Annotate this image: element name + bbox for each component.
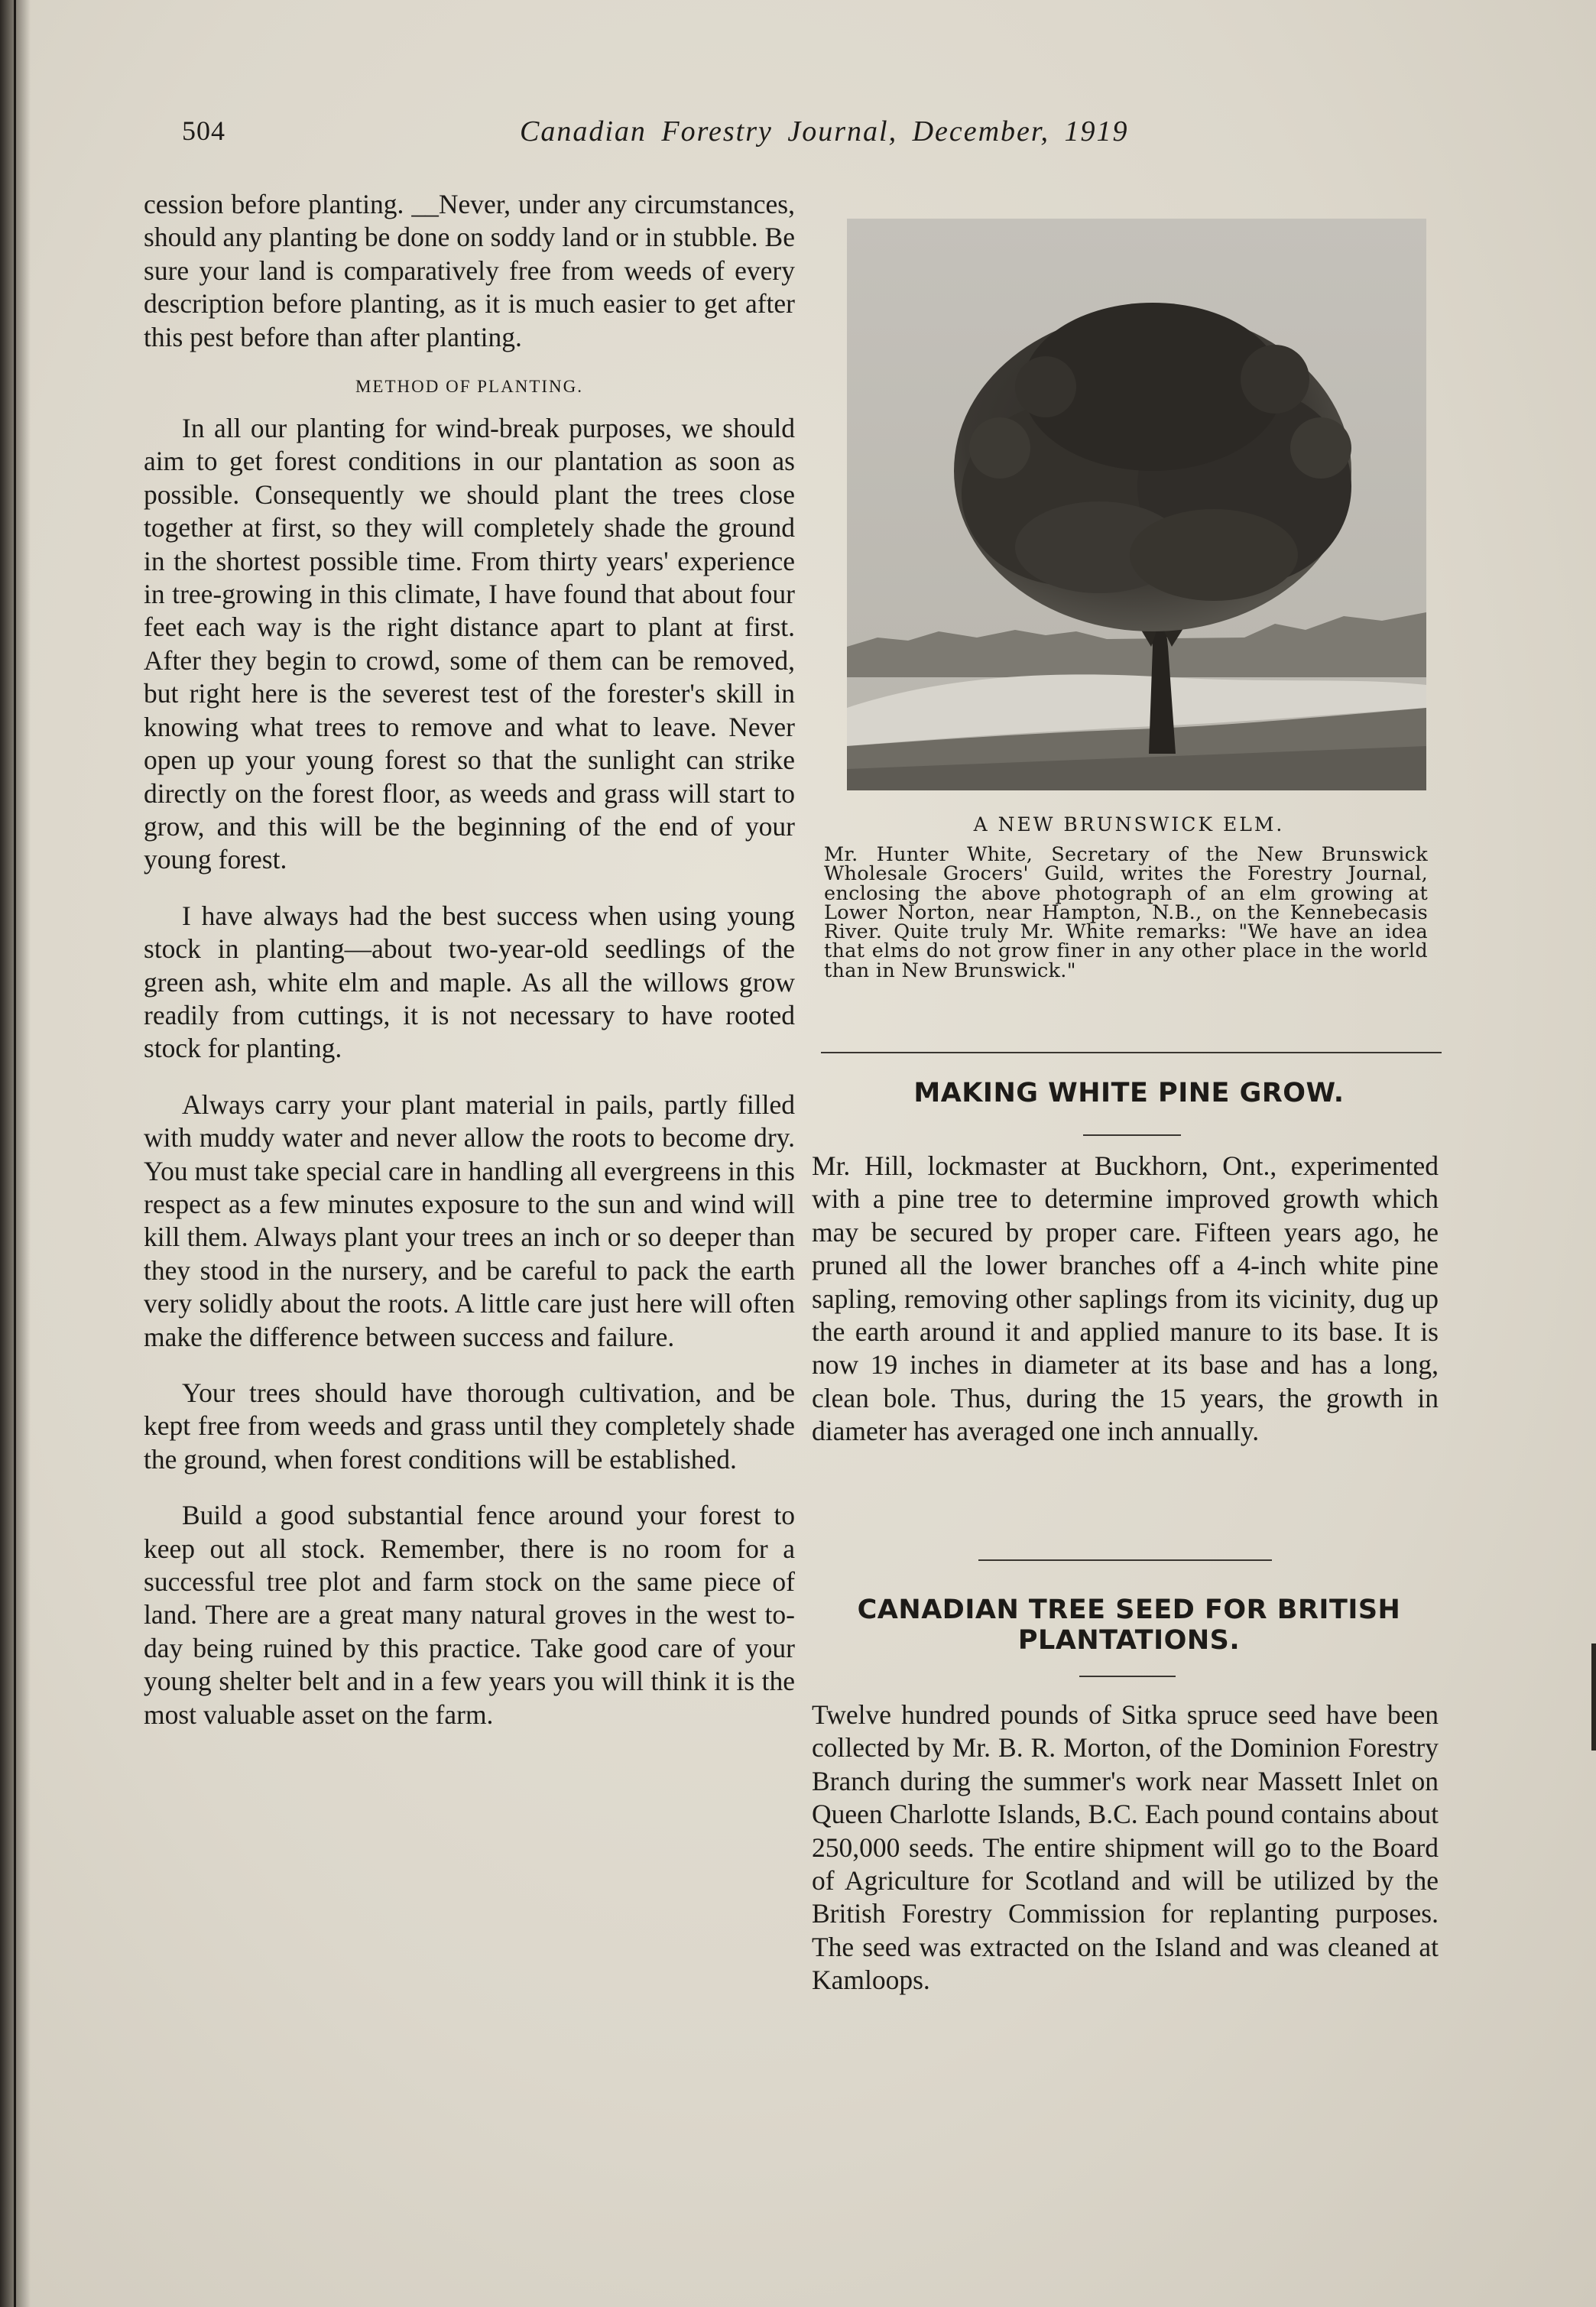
photo-caption-title: A NEW BRUNSWICK ELM. [973,813,1285,836]
paragraph-cultivation: Your trees should have thorough cultivation, and be kept free from weeds and grass until they completely shade the ground, when forest conditions will be established. [144,1377,795,1475]
headline-underline [1083,1134,1181,1136]
section-heading: METHOD OF PLANTING. [355,377,584,397]
journal-title: Canadian Forestry Journal, December, 1919 [520,115,1129,148]
divider-rule-short [978,1559,1272,1561]
paragraph-fence: Build a good substantial fence around your forest to keep out all stock. Remember, there is no room for a successful tree plot and farm stock on the same piece of land. There are a great many natural groves in the west to-day being ruined by this practice. Take good care of your young shelter belt and in a few years you will think it is the most valuable asset on the farm. [144,1500,795,1730]
left-column [144,188,795,1754]
elm-tree-photo [847,219,1426,790]
paragraph-planting: In all our planting for wind-break purposes, we should aim to get forest conditions in our plantation as soon as possible. Consequently we should plant the trees close together at first, so they will completely shade the ground in the shortest possible time. From thirty years' experience in tree-growing in this climate, I have found that about four feet each way is the right distance apart to plant at first. After they begin to crowd, some of them can be removed, but right here is the severest test of the forester's skill in knowing what trees to remove and what to leave. Never open up your young forest so that the sunlight can strike directly on the forest floor, as weeds and grass will start to grow, and this will be the beginning of the end of your young forest. [144,413,795,875]
article-tree-seed-text: Twelve hundred pounds of Sitka spruce seed have been collected by Mr. B. R. Morton, of the Dominion Forestry Branch during the summer's work near Massett Inlet on Queen Charlotte Islands, B.C. Each pound contains about 250,000 seeds. The entire shipment will go to the Board of Agriculture for Scotland and will be utilized by the British Forestry Commission for replanting purposes. The seed was extracted on the Island and was cleaned at Kamloops. [812,1699,1439,1996]
article-white-pine-text: Mr. Hill, lockmaster at Buckhorn, Ont., experimented with a pine tree to determine improved growth which may be secured by proper care. Fifteen years ago, he pruned all the lower branches off a 4-inch white pine sapling, removing other saplings from its vicinity, dug up the earth around it and applied manure to its base. It is now 19 inches in diameter at its base and has a long, clean bole. Thus, during the 15 years, the growth in diameter has averaged one inch annually. [812,1150,1439,1447]
headline-white-pine: MAKING WHITE PINE GROW. [913,1078,1345,1108]
photo-caption-text: Mr. Hunter White, Secretary of the New Brunswick Wholesale Grocers' Guild, writes the Forestry Journal, enclosing the above photograph of an elm growing at Lower Norton, near Hampton, N.B., on the Kennebecasis River. Quite truly Mr. White remarks: "We have an idea that elms do not grow finer in any other place in the world than in New Brunswick." [824,843,1428,982]
headline-tree-seed-line1: CANADIAN TREE SEED FOR BRITISH [857,1595,1401,1625]
divider-rule [821,1052,1442,1053]
binding-edge [14,0,16,2307]
paragraph-young-stock: I have always had the best success when using young stock in planting—about two-year-old seedlings of the green ash, white elm and maple. As all the willows grow readily from cuttings, it is not necessary to have rooted stock for planting. [144,900,795,1064]
photo-illustration [847,219,1426,790]
paragraph-plant-material: Always carry your plant material in pails, partly filled with muddy water and never allow the roots to become dry. You must take special care in handling all evergreens in this respect as a few minutes exposure to the sun and wind will kill them. Always plant your trees an inch or so deeper than they stood in the nursery, and be careful to pack the earth very solidly about the roots. A little care just here will often make the difference between success and failure. [144,1089,795,1352]
headline-underline [1079,1676,1176,1677]
page-number: 504 [182,115,225,146]
page-edge-mark [1591,1643,1596,1751]
running-header [0,113,1596,159]
headline-tree-seed-line2: PLANTATIONS. [1017,1625,1241,1656]
paragraph-intro: cession before planting. __Never, under any circumstances, should any planting be done on soddy land or in stubble. Be sure your land is comparatively free from weeds of every description before planting, as it is much easier to get after this pest before than after planting. [144,189,795,352]
